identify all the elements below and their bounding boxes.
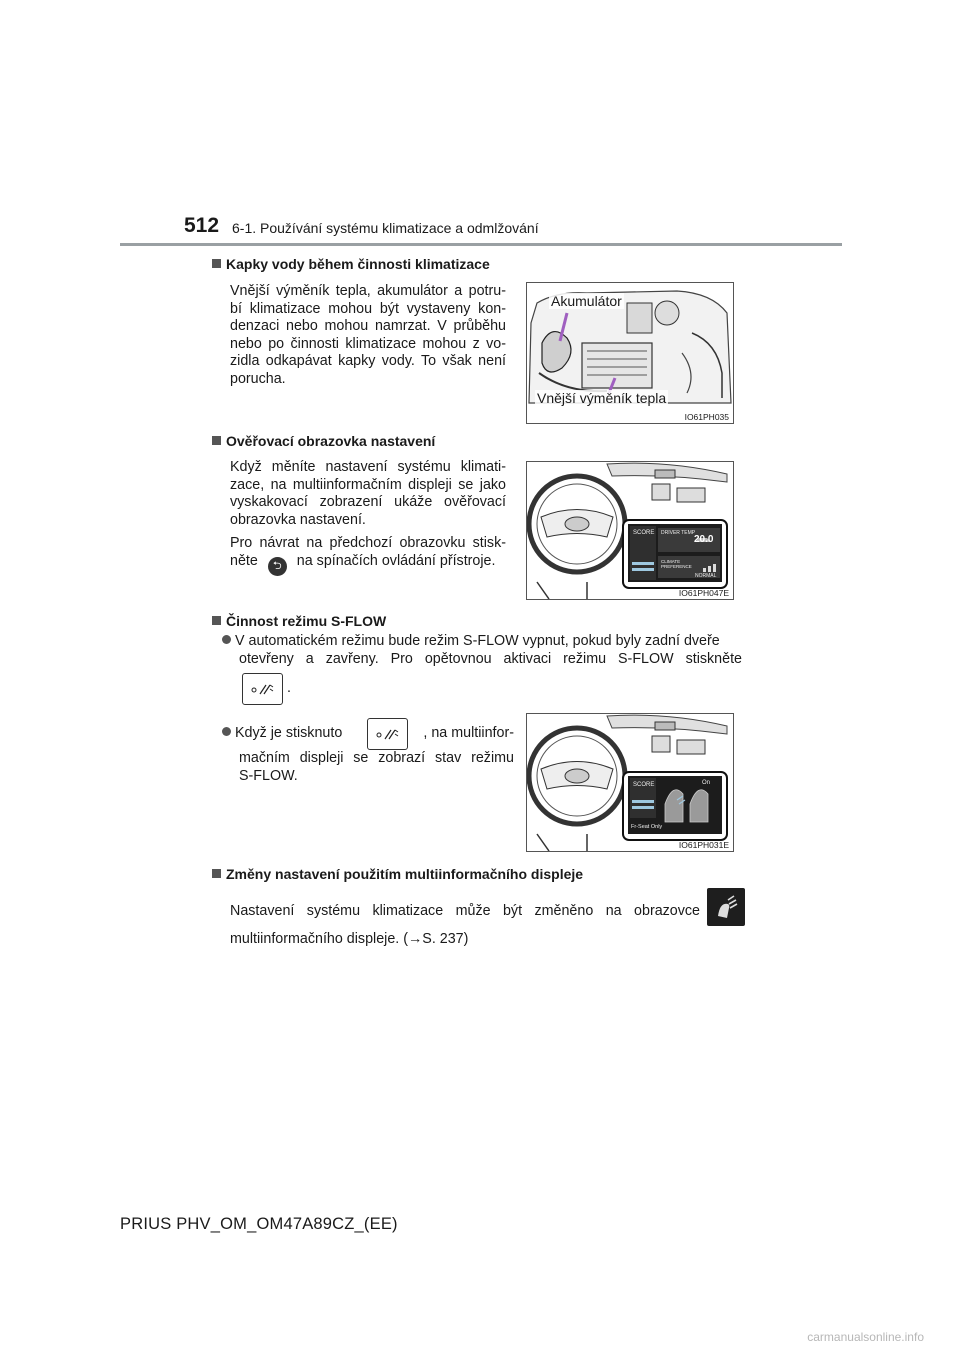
screen-driver-temp-label: DRIVER TEMP xyxy=(661,530,696,536)
figure-code: IO61PH035 xyxy=(684,412,729,422)
text-period: . xyxy=(287,680,291,696)
heading-text: Ověřovací obrazovka nastavení xyxy=(226,433,436,449)
section-heading-water-drops xyxy=(212,256,490,272)
section-heading-sflow xyxy=(212,613,386,629)
text-line: Pro návrat na předchozí obrazovku stisk- xyxy=(230,535,506,551)
text-fragment: multiinformačního displeje. ( xyxy=(230,930,408,947)
text-line: zidla odkapávat kapky vody. To však není xyxy=(230,353,506,369)
heading-text: Činnost režimu S-FLOW xyxy=(226,613,387,629)
figure-code: IO61PH047E xyxy=(678,588,729,598)
text-fragment: V automatickém režimu bude režim S-FLOW vypnut, pokud byly zadní dveře xyxy=(235,633,720,649)
round-bullet-icon xyxy=(222,635,231,644)
text-line xyxy=(230,553,506,576)
chapter-title: 6-1. Používání systému klimatizace a odmlžování xyxy=(232,220,539,236)
page-number: 512 xyxy=(184,214,220,237)
climate-seat-icon xyxy=(707,888,745,926)
text-line: otevřeny a zavřeny. Pro opětovnou aktivaci režimu S-FLOW stiskněte xyxy=(239,650,742,667)
back-button-icon: ⮌ xyxy=(268,557,287,576)
text-line: obrazovka nastavení. xyxy=(230,511,366,528)
sflow-button-icon xyxy=(242,673,281,703)
sflow-symbol-icon xyxy=(243,674,282,704)
square-bullet-icon xyxy=(212,259,221,268)
text-line: Vnější výměník tepla, akumulátor a potru- xyxy=(230,283,506,299)
text-line xyxy=(222,723,514,745)
screen-climate-label: CLIMATE PREFERENCE xyxy=(661,559,692,569)
text-line: Nastavení systému klimatizace může být změněno na obrazovce xyxy=(230,903,700,919)
square-bullet-icon xyxy=(212,616,221,625)
text-line xyxy=(230,931,700,949)
screen-score-label: SCORE xyxy=(633,782,655,788)
text-line: zace, na multiinformačním displeji se jako xyxy=(230,476,506,493)
text-line: Když měníte nastavení systému klimati- xyxy=(230,459,506,475)
screen-normal-label: NORMAL xyxy=(695,573,717,579)
text-line: S-FLOW. xyxy=(239,767,298,784)
text-fragment: na spínačích ovládání přístroje. xyxy=(296,552,496,569)
heading-text: Změny nastavení použitím multiinformačního displeje xyxy=(226,866,584,882)
sflow-seat-icon xyxy=(707,888,745,926)
bullet-sflow-display xyxy=(222,723,514,785)
text-fragment: Když je stisknuto xyxy=(222,725,342,743)
screen-seat-label: Fr-Seat Only xyxy=(631,824,663,830)
screen-score-label: SCORE xyxy=(633,530,655,536)
square-bullet-icon xyxy=(212,436,221,445)
figure-dashboard-sflow xyxy=(526,713,734,852)
text-line: nebo po činnosti klimatizace mohou z vo- xyxy=(230,335,506,352)
figure-engine-bay xyxy=(526,282,734,424)
watermark: carmanualsonline.info xyxy=(807,1330,924,1344)
round-bullet-icon xyxy=(222,727,231,736)
text-fragment: něte xyxy=(230,552,258,569)
text-fragment: S. 237) xyxy=(422,930,469,947)
text-line xyxy=(222,633,742,651)
sflow-symbol-icon xyxy=(368,719,407,749)
callout-accumulator: Akumulátor xyxy=(551,293,622,309)
paragraph-confirmation-screen xyxy=(230,459,506,576)
text-fragment: , na multiinfor- xyxy=(423,725,514,742)
section-heading-mid-settings xyxy=(212,866,583,882)
footer-document-code: PRIUS PHV_OM_OM47A89CZ_(EE) xyxy=(120,1215,398,1233)
figure-dashboard-confirmation xyxy=(526,461,734,600)
screen-on-label: On xyxy=(702,780,711,786)
text-line: denzaci nebo mohou namrzat. V průběhu xyxy=(230,318,506,334)
text-line: bí klimatizace mohou být vystaveny kon- xyxy=(230,300,506,317)
paragraph-mid-settings xyxy=(230,903,700,948)
screen-temperature-value: 20.0 xyxy=(694,534,714,545)
text-line: porucha. xyxy=(230,370,286,387)
sflow-button-icon xyxy=(367,718,408,750)
callout-heat-exchanger: Vnější výměník tepla xyxy=(537,390,667,406)
figure-code: IO61PH031E xyxy=(678,840,729,850)
paragraph-water-drops xyxy=(230,283,506,388)
heading-text: Kapky vody během činnosti klimatizace xyxy=(226,256,490,272)
arrow-icon: → xyxy=(408,930,423,947)
section-heading-confirmation-screen xyxy=(212,433,435,449)
text-line: vyskakovací zobrazení ukáže ověřovací xyxy=(230,494,506,510)
text-line: mačním displeji se zobrazí stav režimu xyxy=(239,750,514,766)
bullet-sflow-auto xyxy=(222,633,742,668)
square-bullet-icon xyxy=(212,869,221,878)
header-divider xyxy=(120,243,842,246)
